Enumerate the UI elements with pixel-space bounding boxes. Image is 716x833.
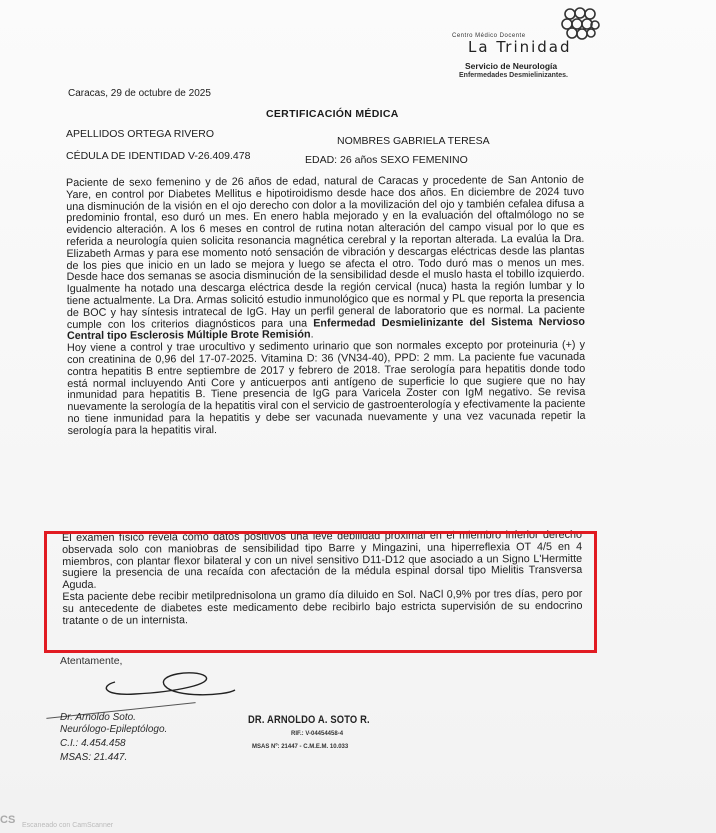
stamp-msas: MSAS Nº: 21447 - C.M.E.M. 10.033 [252, 744, 349, 750]
service-name: Servicio de Neurología [465, 61, 558, 71]
clinical-history [66, 175, 586, 438]
camscanner-icon: CS [0, 814, 16, 826]
doctor-specialty: Neurólogo-Epileptólogo. [60, 724, 168, 735]
diagnosis-period: . [310, 328, 314, 341]
doctor-msas: MSAS: 21.447. [60, 752, 128, 763]
stamp-rif: RIF.: V-04454458-4 [291, 731, 344, 737]
patient-surnames: APELLIDOS ORTEGA RIVERO [66, 128, 215, 140]
highlight-box [44, 528, 597, 653]
patient-id: CÉDULA DE IDENTIDAD V-26.409.478 [66, 150, 251, 162]
stamp-doctor-name: DR. ARNOLDO A. SOTO R. [248, 714, 370, 726]
treatment-paragraph: Esta paciente debe recibir metilprednisolona un gramo día diluido en Sol. NaCl 0,9% por tres días, pero por su antecedente de diabetes este medicamento debe recibirlo bajo estricta supervisión de su endocrino tratante o de un internista. [62, 587, 583, 627]
service-subtitle: Enfermedades Desmielinizantes. [459, 72, 568, 79]
clinic-name: La Trinidad [468, 38, 572, 56]
history-paragraph [66, 175, 585, 343]
lab-paragraph: Hoy viene a control y trae urocultivo y sedimento urinario que son normales excepto por proteinuria (+) y con creatinina de 0,96 del 17-07-2025. Vitamina D: 36 (VN34-40), PPD: 2 mm. La paciente fue vacunada contra hepatitis B entre septiembre de 2017 y febrero de 2018. Trae serología para hepatitis donde todo está normal incluyendo Anti Core y anticuerpos anti antígeno de superficie lo que sugiere que no hay inmunidad para hepatitis B. Tiene presencia de IgG para Varicela Zoster con IgM negativo. Se revisa nuevamente la serología de la hepatitis viral con el servicio de gastroenterología y efectivamente la paciente no tiene inmunidad para la hepatitis y debe ser vacunada nuevamente y una vez vacunada repetir la serología para la hepatitis viral. [67, 338, 586, 437]
exam-paragraph: El examen físico revela como datos positivos una leve debilidad proximal en el miembro inferior derecho observada solo con maniobras de sensibilidad tipo Barre y Mingazini, una hiperreflexia OT 4/5 en 4 miembros, con plantar flexor bilateral y con un nivel sensitivo D11-D12 que asociado a un Signo L'Hermitte sugiere la presencia de una recaída con afectación de la médula espinal dorsal tipo Mielitis Transversa Aguda. [61, 528, 583, 592]
diagnosis-text: Enfermedad Desmielinizante del Sistema Nervioso Central tipo Esclerosis Múltiple Brote Remisión [66, 315, 585, 343]
handwritten-signature [95, 664, 245, 714]
clinic-logo-icon [560, 6, 600, 40]
history-text: Paciente de sexo femenino y de 26 años de edad, natural de Caracas y procedente de San Antonio de Yare, en control por Diabetes Mellitus e hipotiroidismo desde hace dos años. En diciembre de 2024 tuvo una disminución de la visión en el ojo derecho con dolor a la movilización del ojo y también cefalea difusa a predominio frontal, eso duró un mes. En enero habla mejorado y en la evaluación del oftalmólogo no se evidencio alteración. A los 6 meses en control de rutina notan alteración del campo visual por lo que es referida a neurología quien solicita resonancia magnética cerebral y la reportan alterada. La evalúa la Dra. Elizabeth Armas y para ese momento notó sensación de vibración y descargas eléctricas desde las plantas de los pies que inicio en un lado se mejora y luego se afecta el otro. Todo duró mas o menos un mes. Desde hace dos semanas se asocia disminución de la sensibilidad desde el muslo hasta el tobillo izquierdo. Igualmente ha notado una descarga eléctrica desde la región cervical (nuca) hasta la región lumbar y lo tiene actualmente. La Dra. Armas solicitó estudio inmunológico que es normal y PL que reporta la presencia de BOC y hay síntesis intratecal de IgG. Hay un perfil general de laboratorio que es normal. La paciente cumple con los criterios diagnósticos para una [65, 173, 585, 331]
doctor-name: Dr. Arnoldo Soto. [60, 712, 136, 723]
patient-names: NOMBRES GABRIELA TERESA [337, 135, 490, 147]
patient-age-sex: EDAD: 26 años SEXO FEMENINO [305, 154, 468, 166]
closing-text: Atentamente, [60, 655, 123, 667]
clinic-subtitle: Centro Médico Docente [452, 33, 526, 39]
document-title: CERTIFICACIÓN MÉDICA [266, 108, 399, 120]
camscanner-label: Escaneado con CamScanner [22, 822, 114, 829]
doctor-id: C.I.: 4.454.458 [60, 738, 126, 749]
document-date: Caracas, 29 de octubre de 2025 [68, 88, 211, 99]
